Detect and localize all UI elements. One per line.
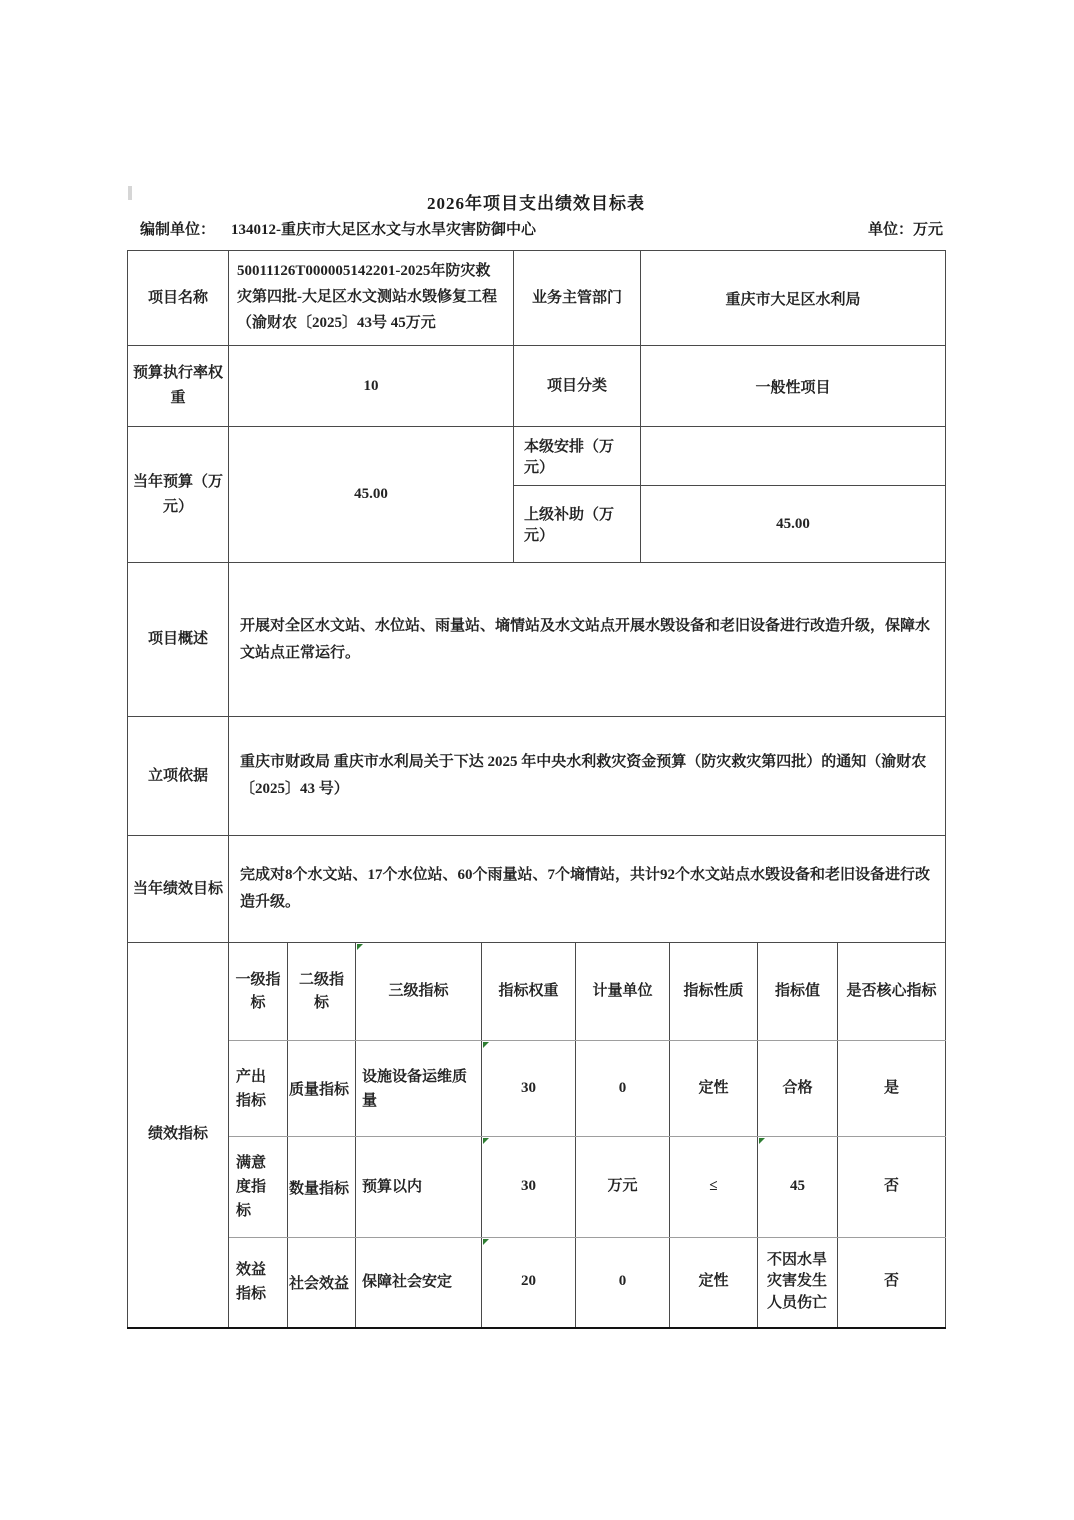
table-row — [128, 251, 946, 346]
budget-label-cell: 当年预算（万元） — [128, 427, 229, 563]
header-level2-cell: 二级指标 — [288, 943, 356, 1041]
table-row — [128, 563, 946, 717]
overview-value-cell: 开展对全区水文站、水位站、雨量站、墒情站及水文站点开展水毁设备和老旧设备进行改造升级，保障水文站点正常运行。 — [229, 563, 946, 717]
indicator-cell-unit: 万元 — [576, 1137, 670, 1238]
exec-rate-value-cell: 10 — [229, 346, 514, 427]
prepared-by-label: 编制单位： — [140, 222, 216, 238]
header-nature-cell: 指标性质 — [670, 943, 758, 1041]
excel-marker-icon — [759, 1138, 765, 1144]
excel-marker-icon — [483, 1239, 489, 1245]
dept-label-cell: 业务主管部门 — [514, 251, 641, 346]
indicator-cell-level1: 满意度指标 — [229, 1137, 288, 1238]
header-value-cell: 指标值 — [758, 943, 838, 1041]
excel-marker-icon — [483, 1138, 489, 1144]
indicator-cell-level2: 质量指标 — [288, 1041, 356, 1137]
indicator-cell-level2: 社会效益 — [288, 1238, 356, 1328]
prepared-by — [140, 218, 536, 239]
indicator-cell-weight — [482, 1137, 576, 1238]
indicator-cell-nature: ≤ — [670, 1137, 758, 1238]
exec-rate-label-cell: 预算执行率权重 — [128, 346, 229, 427]
header-core-cell: 是否核心指标 — [838, 943, 946, 1041]
indicator-row — [128, 1137, 946, 1238]
indicator-weight-value: 30 — [521, 1079, 536, 1096]
indicator-row — [128, 1041, 946, 1137]
indicator-row — [128, 1238, 946, 1328]
indicator-weight-value: 20 — [521, 1273, 536, 1290]
basis-label-cell: 立项依据 — [128, 717, 229, 836]
top-form-table — [127, 250, 946, 943]
indicator-cell-value: 合格 — [758, 1041, 838, 1137]
indicator-cell-weight — [482, 1238, 576, 1328]
indicator-cell-level1: 产出指标 — [229, 1041, 288, 1137]
goal-value-cell: 完成对8个水文站、17个水位站、60个雨量站、7个墒情站，共计92个水文站点水毁设备和老旧设备进行改造升级。 — [229, 836, 946, 943]
indicators-table — [127, 942, 946, 1329]
local-arrange-value-cell — [641, 427, 946, 486]
indicator-cell-core: 否 — [838, 1238, 946, 1328]
category-label-cell: 项目分类 — [514, 346, 641, 427]
header-weight-cell: 指标权重 — [482, 943, 576, 1041]
indicator-header-row — [128, 943, 946, 1041]
header-level1-cell: 一级指标 — [229, 943, 288, 1041]
meta-line — [127, 218, 945, 239]
indicator-cell-level3: 设施设备运维质量 — [356, 1041, 482, 1137]
indicator-cell-unit: 0 — [576, 1238, 670, 1328]
indicator-value-text: 45 — [790, 1178, 805, 1195]
indicator-cell-level2: 数量指标 — [288, 1137, 356, 1238]
indicator-cell-level3: 预算以内 — [356, 1137, 482, 1238]
indicator-cell-value — [758, 1137, 838, 1238]
category-value-cell: 一般性项目 — [641, 346, 946, 427]
superior-subsidy-value-cell: 45.00 — [641, 486, 946, 563]
overview-label-cell: 项目概述 — [128, 563, 229, 717]
indicator-cell-core: 是 — [838, 1041, 946, 1137]
indicator-cell-weight — [482, 1041, 576, 1137]
dept-value-cell: 重庆市大足区水利局 — [641, 251, 946, 346]
indicators-section-label-cell: 绩效指标 — [128, 943, 229, 1328]
table-row — [128, 427, 946, 486]
indicator-cell-level3: 保障社会安定 — [356, 1238, 482, 1328]
header-unit-cell: 计量单位 — [576, 943, 670, 1041]
unit-note: 单位：万元 — [867, 222, 943, 238]
table-row — [128, 836, 946, 943]
indicator-weight-value: 30 — [521, 1178, 536, 1195]
prepared-by-value: 134012-重庆市大足区水文与水旱灾害防御中心 — [231, 222, 537, 238]
local-arrange-label-cell: 本级安排（万元） — [514, 427, 641, 486]
indicator-cell-nature: 定性 — [670, 1041, 758, 1137]
table-row — [128, 717, 946, 836]
excel-marker-icon — [357, 944, 363, 950]
goal-label-cell: 当年绩效目标 — [128, 836, 229, 943]
indicator-cell-core: 否 — [838, 1137, 946, 1238]
project-name-value-cell: 50011126T000005142201-2025年防灾救灾第四批-大足区水文测站水毁修复工程（渝财农〔2025〕43号 45万元 — [229, 251, 514, 346]
indicator-cell-value: 不因水旱灾害发生人员伤亡 — [758, 1238, 838, 1328]
header-level3-cell — [356, 943, 482, 1041]
project-name-label-cell: 项目名称 — [128, 251, 229, 346]
indicator-cell-nature: 定性 — [670, 1238, 758, 1328]
budget-value-cell: 45.00 — [229, 427, 514, 563]
indicator-cell-level1: 效益指标 — [229, 1238, 288, 1328]
indicator-cell-unit: 0 — [576, 1041, 670, 1137]
page-title: 2026年项目支出绩效目标表 — [427, 194, 645, 213]
header-level3-label: 三级指标 — [388, 983, 449, 1000]
superior-subsidy-label-cell: 上级补助（万元） — [514, 486, 641, 563]
excel-marker-icon — [483, 1042, 489, 1048]
table-row — [128, 346, 946, 427]
basis-value-cell: 重庆市财政局 重庆市水利局关于下达 2025 年中央水利救灾资金预算（防灾救灾第四批）的通知（渝财农〔2025〕43 号） — [229, 717, 946, 836]
